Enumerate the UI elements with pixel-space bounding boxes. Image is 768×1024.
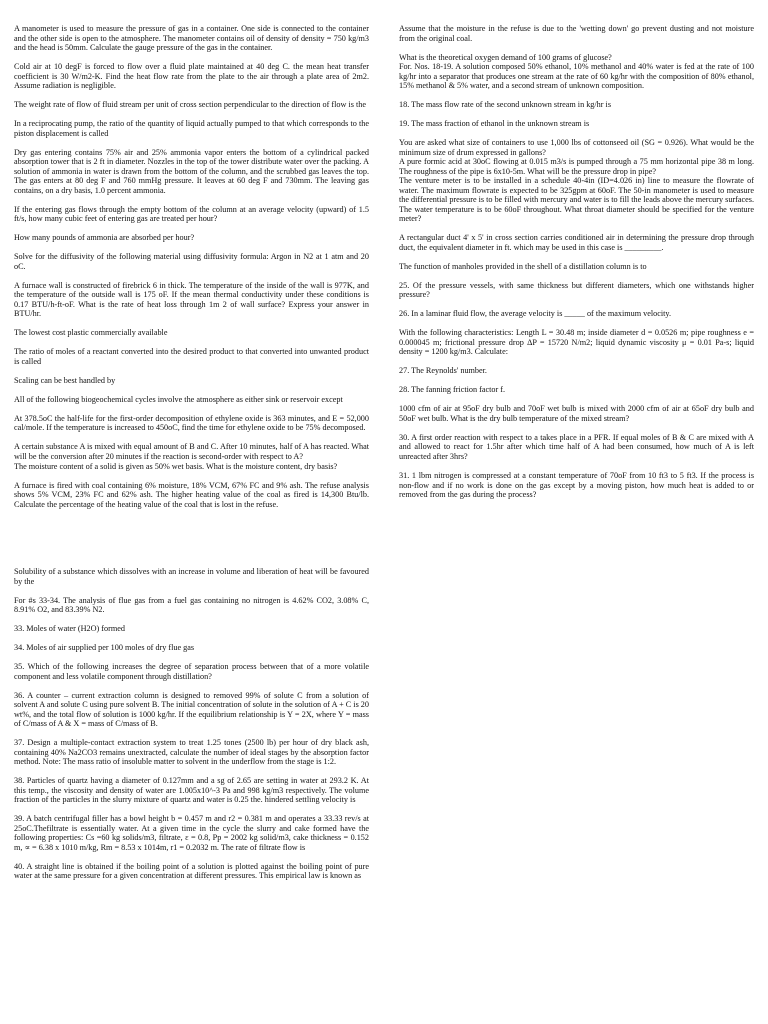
paragraph: 27. The Reynolds' number.	[399, 366, 487, 376]
paragraph: 36. A counter – current extraction column is designed to removed 99% of solute C from a solution of solvent A and solute C using pure solvent B. The initial concentration of solute in the solution of A + C is 20 wt%, and the total flow of solution is 1000 kg/hr. If the equilibrium relationship is Y = 2X, where Y = mass of C/mass of A & X = mass of C/mass of B.	[14, 690, 369, 729]
paragraph: Solve for the diffusivity of the following material using diffusivity formula: Argon in N2 at 1 atm and 20 oC.	[14, 252, 369, 271]
paragraph: For #s 33-34. The analysis of flue gas from a fuel gas containing no nitrogen is 4.62% CO2, 3.08% C, 8.91% O2, and 83.39% N2.	[14, 595, 369, 615]
paragraph: The lowest cost plastic commercially available	[14, 328, 168, 338]
paragraph: The function of manholes provided in the shell of a distillation column is to	[399, 261, 647, 271]
paragraph: In a reciprocating pump, the ratio of the quantity of liquid actually pumped to that which corresponds to the piston displacement is called	[14, 119, 369, 138]
paragraph: 37. Design a multiple-contact extraction system to treat 1.25 tones (2500 lb) per hour of dry black ash, containing 40% Na2CO3 remains unextracted, calculate the number of ideal stages by the absorption factor method. Note: The mass ratio of insoluble matter to solvent in the underflow from the stage is 1:2.	[14, 738, 369, 767]
paragraph: Solubility of a substance which dissolves with an increase in volume and liberation of heat will be favoured by the	[14, 567, 369, 586]
right-column	[399, 24, 754, 1024]
paragraph: If the entering gas flows through the empty bottom of the column at an average velocity (upward) of 1.5 ft/s, how many cubic feet of entering gas are treated per hour?	[14, 204, 369, 224]
paragraph: 1000 cfm of air at 95oF dry bulb and 70oF wet bulb is mixed with 2000 cfm of air at 65oF dry bulb and 50oF wet bulb. What is the dry bulb temperature of the mixed stream?	[399, 404, 754, 423]
paragraph: 28. The fanning friction factor f.	[399, 385, 506, 395]
paragraph: A rectangular duct 4' x 5' in cross section carries conditioned air in determining the pressure drop through duct, the equivalent diameter in ft. which may be used in this case is _________.	[399, 233, 754, 252]
paragraph: Assume that the moisture in the refuse is due to the 'wetting down' go prevent dusting and not moisture from the original coal.	[399, 24, 754, 43]
paragraph: A furnace wall is constructed of firebrick 6 in thick. The temperature of the inside of the wall is 977K, and the temperature of the outside wall is 175 oF. If the mean thermal conductivity under these conditions is 0.17 BTU/h-ft-oF. What is the rate of heat loss through 1m 2 of wall surface? Express your answer in BTU/hr.	[14, 280, 369, 319]
paragraph: At 378.5oC the half-life for the first-order decomposition of ethylene oxide is 363 minutes, and E = 52,000 cal/mole. If the temperature is increased to 450oC, find the time for ethylene oxide to be 75% decomposed.	[14, 413, 369, 433]
paragraph: How many pounds of ammonia are absorbed per hour?	[14, 233, 195, 243]
paragraph: The weight rate of flow of fluid stream per unit of cross section perpendicular to the direction of flow is the	[14, 100, 366, 110]
paragraph: 26. In a laminar fluid flow, the average velocity is _____ of the maximum velocity.	[399, 309, 672, 319]
paragraph: The ratio of moles of a reactant converted into the desired product to that converted into unwanted product is called	[14, 347, 369, 366]
paragraph: What is the theoretical oxygen demand of 100 grams of glucose? For. Nos. 18-19. A solution composed 50% ethanol, 10% methanol and 40% water is fed at the rate of 100 kg/hr into a separator that produces one stream at the rate of 60 kg/hr with the composition of 80% ethanol, 15% methanol & 5% water, and a second stream of unknown composition.	[399, 52, 754, 91]
paragraph: 18. The mass flow rate of the second unknown stream in kg/hr is	[399, 100, 611, 110]
paragraph: Scaling can be best handled by	[14, 375, 116, 385]
paragraph: 25. Of the pressure vessels, with same thickness but different diameters, which one withstands higher pressure?	[399, 280, 754, 300]
paragraph: You are asked what size of containers to use 1,000 lbs of cottonseed oil (SG = 0.926). What would be the minimum size of drum expressed in gallons? A pure formic acid at 30oC flowing at 0.015 m3/s is pumped through a 75 mm horizontal pipe 38 m long. The roughness of the pipe is 6x10-5m. What will be the pressure drop in pipe? The venture meter is to be installed in a schedule 40-4in (ID=4.026 in) line to measure the flowrate of water. The maximum flowrate is expected to be 325gpm at 60oF. The 50-in manometer is used to measure the differential pressure is to be filled with mercury and water is to fill the leads above the mercury surfaces. The water temperature is to be 60oF throughout. What throat diameter should be specified for the venture meter?	[399, 138, 754, 224]
paragraph: A manometer is used to measure the pressure of gas in a container. One side is connected to the container and the other side is open to the atmosphere. The manometer contains oil of density of density = 750 kg/m3 and the head is 50mm. Calculate the gauge pressure of the gas in the container.	[14, 24, 369, 53]
paragraph: A furnace is fired with coal containing 6% moisture, 18% VCM, 67% FC and 9% ash. The refuse analysis shows 5% VCM, 23% FC and 62% ash. The higher heating value of the coal as fired is 14,300 Btu/lb. Calculate the percentage of the heating value of the coal that is lost in the refuse.	[14, 480, 369, 509]
paragraph: 34. Moles of air supplied per 100 moles of dry flue gas	[14, 643, 195, 653]
paragraph: Cold air at 10 degF is forced to flow over a fluid plate maintained at 40 deg C. the mean heat transfer coefficient is 30 W/m2-K. Find the heat flow rate from the plate to the air through a plate area of 2m2. Assume radiation is negligible.	[14, 62, 369, 91]
paragraph: 33. Moles of water (H2O) formed	[14, 624, 125, 634]
paragraph: A certain substance A is mixed with equal amount of B and C. After 10 minutes, half of A has reacted. What will be the conversion after 20 minutes if the reaction is second-order with respect to A? The moisture content of a solid is given as 50% wet basis. What is the moisture content, dry basis?	[14, 442, 369, 471]
left-column	[14, 24, 369, 1024]
paragraph: 39. A batch centrifugal filler has a bowl height b = 0.457 m and r2 = 0.381 m and operates a 33.33 rev/s at 25oC.Thefiltrate is essentially water. At a given time in the cycle the slurry and cake formed have the following properties: Cs =60 kg solids/m3, filtrate, ε = 0.8, Pp = 2002 kg solid/m3, cake thickness = 0.152 m, ∝ = 6.38 x 1010 m/kg, Rm = 8.53 x 1014m, r1 = 0.2032 m. The rate of filtrate flow is	[14, 814, 369, 852]
paragraph: 19. The mass fraction of ethanol in the unknown stream is	[399, 119, 590, 129]
paragraph: 40. A straight line is obtained if the boiling point of a solution is plotted against the boiling point of pure water at the same pressure for a given concentration at different pressures. This empirical law is known as	[14, 861, 369, 881]
paragraph: 30. A first order reaction with respect to a takes place in a PFR. If equal moles of B & C are mixed with A and allowed to react for 1.5hr after which time half of A had been consumed, how much of A is left unreacted after 3hrs?	[399, 432, 754, 461]
paragraph: 31. 1 lbm nitrogen is compressed at a constant temperature of 70oF from 10 ft3 to 5 ft3. If the process is non-flow and if no work is done on the gas except by a moving piston, how much heat is added to or removed from the gas during the process?	[399, 471, 754, 500]
paragraph: All of the following biogeochemical cycles involve the atmosphere as either sink or reservoir except	[14, 394, 343, 404]
paragraph: 38. Particles of quartz having a diameter of 0.127mm and a sg of 2.65 are setting in water at 293.2 K. At this temp., the viscosity and density of water are 1.005x10^-3 Pa and 998 kg/m3 respectively. The volume fraction of the particles in the slurry mixture of quartz and water is 0.25 the. hindered settling velocity is	[14, 776, 369, 805]
paragraph: 35. Which of the following increases the degree of separation process between that of a more volatile component and less volatile component through distillation?	[14, 662, 369, 681]
paragraph: With the following characteristics: Length L = 30.48 m; inside diameter d = 0.0526 m; pipe roughness e = 0.000045 m; frictional pressure drop ΔP = 15720 N/m2; liquid dynamic viscosity μ = 0.01 Pa-s; liquid density = 1200 kg/m3. Calculate:	[399, 328, 754, 357]
paragraph: Dry gas entering contains 75% air and 25% ammonia vapor enters the bottom of a cylindrical packed absorption tower that is 2 ft in diameter. Nozzles in the top of the tower distribute water over the packing. A solution of ammonia in water is drawn from the bottom of the column, and the scrubbed gas leaves the top. The gas enters at 80 deg F and 760 mmHg pressure. It leaves at 60 deg F and 730mm. The leaving gas contains, on a dry basis, 1.0 percent ammonia.	[14, 147, 369, 195]
